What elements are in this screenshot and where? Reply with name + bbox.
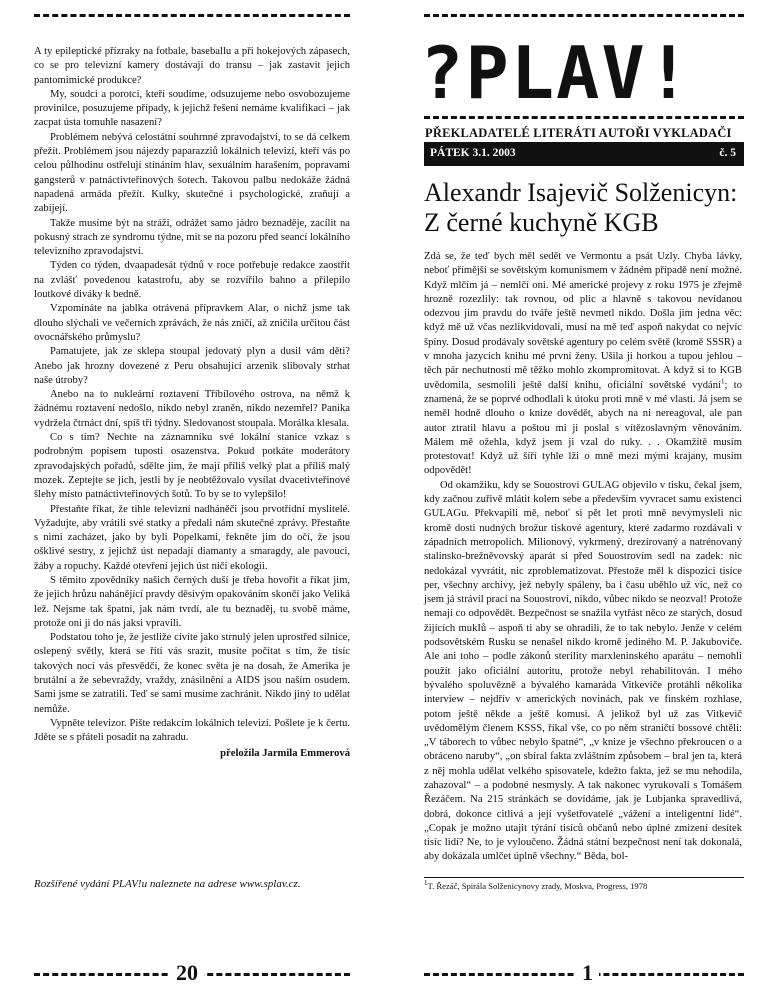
paragraph: Problémem nebývá celostátní souhrnné zpravodajství, to se dá celkem přežít. Problémem jsou nájezdy paparazziů lokálních televizí, kteří vás po celou půlhodinu ostřelují stínáním hlav, sexuálním harašením, popravami gangsterů v patnáctivteřinových šotech. Takovou palbu nedokáže žádná napadená armáda přežít. Kulky, skutečné i psychologické, zraňují a zabíjejí. [34,131,350,215]
footnote-mark: 1 [424,879,428,888]
masthead-rule [424,116,744,119]
article-title-line: Z černé kuchyně KGB [424,208,659,237]
left-column [34,45,350,761]
top-rule-left [34,14,350,17]
paragraph-text: ; to znamená, že se poprvé odhodlali k útoku proti mně v mé vlasti. Já jsem se neměl hodně dlouho o knize dovědět, abych na ni nereagoval, ale pan autor ztratil hlavu a poštou mi ji poslal s vítězoslavným věnováním. Málem mě ožehla, když jsem ji vzal do ruky. . . Okamžitě musím protestovat! Když už šíří tyhle lži o mně mezi mými krajany, musím odpovědět! [424,379,742,477]
paragraph-text: Zdá se, že teď bych měl sedět ve Vermontu a psát Uzly. Chyba lávky, neboť přímější se sovětským komunismem v žádném případě není možné. Když mlčím já – nemlčí oni. Mé americké projevy z roku 1975 je zřejmě hrozně rozezlily: tak rovnou, od plic a hlavně s takovou nevídanou odezvou jim pravdu do tváře ještě nevmetl nikdo. Došla jim jedna věc: když mě už včas nezlikvidovali, musí na mě teď aspoň nakydat co nejvíc špíny. Dosud prodávaly sovětské agentury po celém světě (kromě SSSR) a v mnoha jazycích knihu mé první ženy. Ušila ji horkou a tupou jehlou – těch pár nechutností mě těžko mohlo zkompromitovat. A když si to KGB uvědomila, sesmolili ještě další knihu, oficiální sovětské vydání [424,251,742,391]
paragraph: Pamatujete, jak ze sklepa stoupal jedovatý plyn a dusil vám děti? Anebo jak hrozny dovezené z Peru obsahující arzenik slibovaly strhat naše útroby? [34,346,350,386]
masthead-roles: PŘEKLADATELÉ LITERÁTI AUTOŘI VYKLADAČI [425,126,732,140]
paragraph: Podstatou toho je, že jestliže cívíte jako strnulý jelen uprostřed silnice, oslepený světly, která se řítí vás srazit, musíte počítat s tím, že tisíc takových nocí vás přesvědčí, že konec světa je na dosah, že Amerika je brutální a že sebevraždy, vraždy, znásilnění a AIDS jsou naším osudem. Sami jsme se zatratili. Teď se sami musíme zachránit. Nikdo jiný to udělat nemůže. [34,632,350,715]
paragraph: Anebo na to nukleární roztavení Tříbílového ostrova, na němž k žádnému roztavení nedošlo, nikdo nebyl zraněn, nikdo nezemřel? Panika vydržela čtrnáct dní, spíš tři týdny. Sledovanost stoupala. Morálka klesala. [34,389,350,429]
top-rule-right [424,14,744,17]
page-number-right: 1 [576,960,599,986]
paragraph: S těmito zpovědníky našich černých duší je třeba hovořit a říkat jim, že jejich hrůzu nahánějící pravdy děsivým opakováním skončí jako Veliká lež. Nejsme tak špatní, jak nám tvrdí, ale tu beznaděj, tu svobě máme, protože oni ji do nás jaksi vpravili. [34,574,350,629]
paragraph: Týden co týden, dvaapadesát týdnů v roce potřebuje redakce zaostřit na zvlášť povedenou katastrofu, aby se rozvířilo bahno a přilepilo loutkové diváky k bedně. [34,260,350,301]
masthead-logo: ?PLAV! [420,31,693,115]
page-number-left: 20 [170,960,204,986]
paragraph: My, soudci a porotci, kteří soudíme, odsuzujeme nebo osvobozujeme provinilce, posuzujeme případy, k jejichž řešení nemáme kvalifikaci – jak zacpat ústa tomuhle nasazení? [34,88,350,129]
footnote-text: T. Řezáč, Spirála Solženicynovy zrady, Moskva, Progress, 1978 [427,881,648,891]
footnote [424,877,744,891]
paragraph: Co s tím? Nechte na záznamníku své lokální stanice vzkaz s podrobným popisem tuposti osazenstva. Pokud potkáte moderátory zpravodajských pořadů, sdělte jim, že mají příliš velký plat a příliš malý mozek. Zeptejte se jich, jestli by je neobtěžovalo vysílat dvacetivteřinové šlehy místo patnáctivteřinových šotů. To by se to vylepšilo! [34,432,350,501]
paragraph: Od okamžiku, kdy se Souostroví GULAG objevilo v tisku, čekal jsem, kdy začnou zuřivě mlátit kolem sebe a především vyvracet samu existenci GULAGu. Překvapili mě, neboť si pět let proti mně nevymysleli nic kromě dosti nudných brožur tiskové agentury, které zadarmo rozdávali v západních metropolích. Milionový, vykrmený, drezírovaný a natrénovaný stalinsko-brežněvovský aparát si před Souostrovím sedl na zadek: nic nedokázal vyvrátit, nic zproblematizovat. Přestože měl k dispozici tisíce per, všechny archivy, jež nebyly spáleny, ba i času uběhlo už víc, než co jsem já strávil prací na Souostroví, nikdo, vůbec nikdo se neozval! Protože nemají co odpovědět. Bezpečnost se snažila vytřást něco ze starých, dosud žijících mukIů – aspoň ti aby se ohradili, že to tak nebylo. Jenže v celém podsovětském Rusku se nenašel nikdo kromě jediného M. P. Jakuboviče. Ale ani toho – podle zákonů sterility marxleninského aparátu – nemohli použít jako oficiální autoritu, protože nebyl rehabilitován. I mého bývalého spoluvězně a bývalého kamaráda Vitkeviče protáhli několika interview – nejdřív v amerických novinách, pak ve finském rozhlase, potom ještě někde a ještě komusi. A jelikož byl už zas Vitkevič uvědomělým členem KSSS, říkal vše, co po něm straničtí bossové chtěli: „V táborech to vůbec nebylo špatné“, „v knize je všechno překroucen o a obráceno naruby“, „on sbíral fakta zvláštním způsobem – bral jen ta, která z něj mohla udělat velkého spisovatele, kdežto fakta, jež se mu nehodila, zahazoval“ – a podobné nesmysly. A tak nakonec vyrukovali s Tomášem Řezáčem. Na 215 stránkách se dovídáme, jak je Lubjanka spravedlivá, dobrá, dokonce citlivá a její vyšetřovatelé „vážení a inteligentní lidé“. „Copak je možno utajit týrání tisíců občanů nebo úplné zmizení desítek tisíc lidí? Ne, to je vyloučeno. Žádná státní bezpečnost není tak dokonalá, aby dokázala umlčet úplně všechny.“ Běda, bol- [424,479,742,863]
footnote-mark: 1 [720,377,725,386]
paragraph [424,250,742,479]
paragraph: Takže musíme být na stráži, odrážet samo jádro beznaděje, zacílit na pokusný strach ze syndromu týdne, mít se na pozoru před seancí lokálního televizního zpravodajství. [34,217,350,258]
paragraph: A ty epileptické přízraky na fotbale, baseballu a při hokejových zápasech, co se pro televizní kamery dostávají do transu – jak zastavit jejich pantomimické produkce? [34,46,350,86]
paragraph: Přestaňte říkat, že tihle televizní nadháněči jsou prvotřídní myslitelé. Vyžadujte, aby vrátili své statky a předali nám skutečné zprávy. Přestaňte s nimi zacházet, jako by byli Popelkami, řekněte jim do očí, že jsou ošklivé sestry, z jejichž úst nepadají diamanty a smaragdy, ale pavouci, žáby a ropuchy. Každé otevření jejich úst ničí ekologii. [34,503,350,572]
issue-number: č. 5 [719,147,736,159]
article-title [424,178,754,238]
paragraph: Vzpomínáte na jablka otrávená přípravkem Alar, o nichž jsme tak dlouho slýchali ve večerních zprávách, že nás zničí, až zničila určitou část ovocnářského průmyslu? [34,303,350,343]
issue-bar [424,142,744,166]
right-column [424,250,742,865]
paragraph: Vypněte televizor. Pište redakcím lokálních televizí. Pošlete je k čertu. Jděte se s přáteli posadit na zahradu. [34,717,350,744]
issue-date: PÁTEK 3.1. 2003 [430,147,516,159]
article-title-line: Alexandr Isajevič Solženicyn: [424,178,738,207]
translator-signature: přeložila Jarmila Emmerová [220,747,350,759]
extended-edition-note: Rozšířené vydání PLAV!u naleznete na adrese www.splav.cz. [34,878,301,890]
